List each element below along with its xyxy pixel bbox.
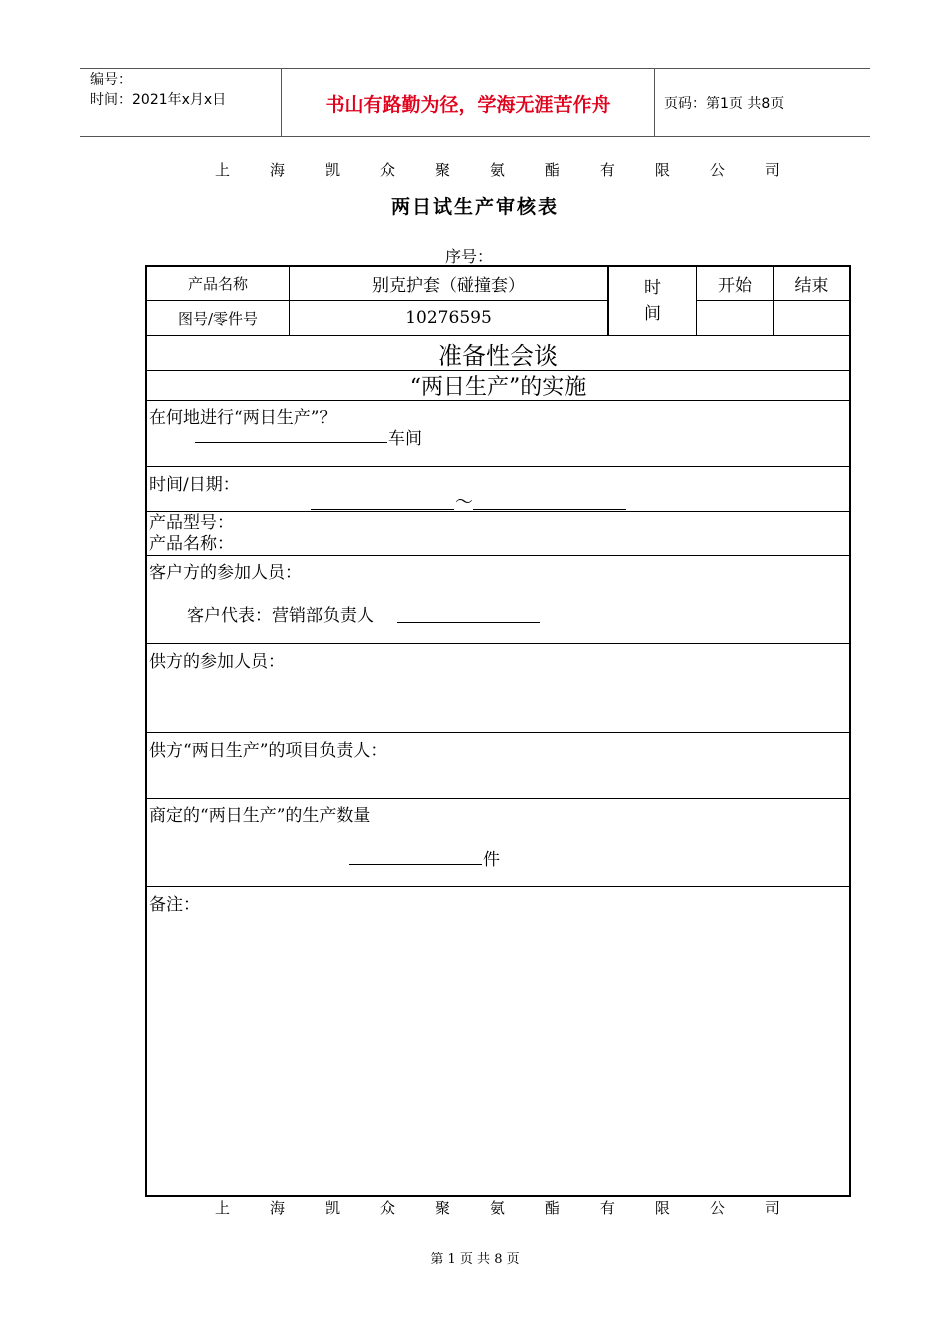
date-tilde: ～ <box>455 492 473 513</box>
end-time-field[interactable] <box>774 301 849 335</box>
company-char: 众 <box>379 1199 395 1217</box>
row-rule <box>147 643 849 644</box>
company-char: 酯 <box>544 1199 560 1217</box>
header-motto: 书山有路勤为径，学海无涯苦作舟 <box>325 94 611 116</box>
workshop-suffix: 车间 <box>388 429 422 449</box>
company-char: 限 <box>654 161 670 179</box>
model-label: 产品型号： <box>149 513 234 533</box>
company-char: 限 <box>654 1199 670 1217</box>
end-label: 结束 <box>794 276 829 296</box>
company-char: 上 <box>215 1199 231 1217</box>
company-char: 有 <box>599 1199 615 1217</box>
company-name-top <box>145 159 850 180</box>
customer-rep-blank[interactable] <box>397 622 540 623</box>
company-char: 聚 <box>434 1199 450 1217</box>
name-label: 产品名称： <box>149 534 234 554</box>
company-char: 上 <box>215 161 231 179</box>
header-page-info: 页码：第1页 共8页 <box>664 96 785 112</box>
company-char: 凯 <box>324 161 340 179</box>
row-rule <box>147 466 849 467</box>
product-name-label: 产品名称 <box>187 275 248 293</box>
datetime-label: 时间/日期： <box>149 475 240 495</box>
document-title: 两日试生产审核表 <box>390 196 559 218</box>
company-char: 海 <box>269 1199 285 1217</box>
section-title: 准备性会谈 <box>438 341 558 370</box>
where-question: 在何地进行“两日生产”？ <box>149 408 337 428</box>
quantity-blank[interactable] <box>349 864 482 865</box>
audit-form-table <box>145 265 851 1197</box>
supplier-lead-label: 供方“两日生产”的项目负责人： <box>149 741 388 761</box>
product-name-value: 别克护套（碰撞套） <box>372 276 525 296</box>
company-char: 聚 <box>434 161 450 179</box>
section-subtitle: “两日生产”的实施 <box>409 375 587 400</box>
workshop-blank[interactable] <box>195 442 387 443</box>
company-char: 司 <box>764 161 780 179</box>
start-time-field[interactable] <box>697 301 773 335</box>
customer-participants-label: 客户方的参加人员： <box>149 563 302 583</box>
company-char: 公 <box>709 161 725 179</box>
company-name-bottom <box>145 1197 850 1218</box>
pieces-suffix: 件 <box>483 850 500 870</box>
date-to-blank[interactable] <box>473 509 626 510</box>
serial-label: 序号： <box>445 247 494 266</box>
row-rule <box>147 511 849 512</box>
company-char: 有 <box>599 161 615 179</box>
header-top-rule <box>80 68 870 69</box>
supplier-participants-label: 供方的参加人员： <box>149 652 285 672</box>
company-char: 海 <box>269 161 285 179</box>
company-char: 众 <box>379 161 395 179</box>
agreed-quantity-label: 商定的“两日生产”的生产数量 <box>149 806 371 826</box>
time-label: 时间：2021年x月x日 <box>90 92 227 108</box>
row-rule <box>147 886 849 887</box>
customer-rep-label: 客户代表：营销部负责人 <box>187 606 374 626</box>
time-label-char-2: 间 <box>644 304 661 324</box>
company-char: 凯 <box>324 1199 340 1217</box>
part-no-value: 10276595 <box>405 308 492 328</box>
start-label: 开始 <box>718 276 752 296</box>
header-divider-right <box>654 69 655 136</box>
company-char: 公 <box>709 1199 725 1217</box>
row-rule <box>147 732 849 733</box>
page-footer: 第 1 页 共 8 页 <box>430 1252 520 1267</box>
company-char: 氨 <box>489 1199 505 1217</box>
date-from-blank[interactable] <box>311 509 454 510</box>
header-meta <box>90 70 226 110</box>
row-rule <box>147 798 849 799</box>
row-rule <box>147 555 849 556</box>
company-char: 氨 <box>489 161 505 179</box>
part-no-label: 图号/零件号 <box>177 309 259 328</box>
company-char: 司 <box>764 1199 780 1217</box>
remarks-label: 备注： <box>149 895 200 915</box>
company-char: 酯 <box>544 161 560 179</box>
time-label-char-1: 时 <box>644 278 661 298</box>
time-header <box>609 267 696 335</box>
number-label: 编号： <box>90 72 132 88</box>
header-bottom-rule <box>80 136 870 137</box>
